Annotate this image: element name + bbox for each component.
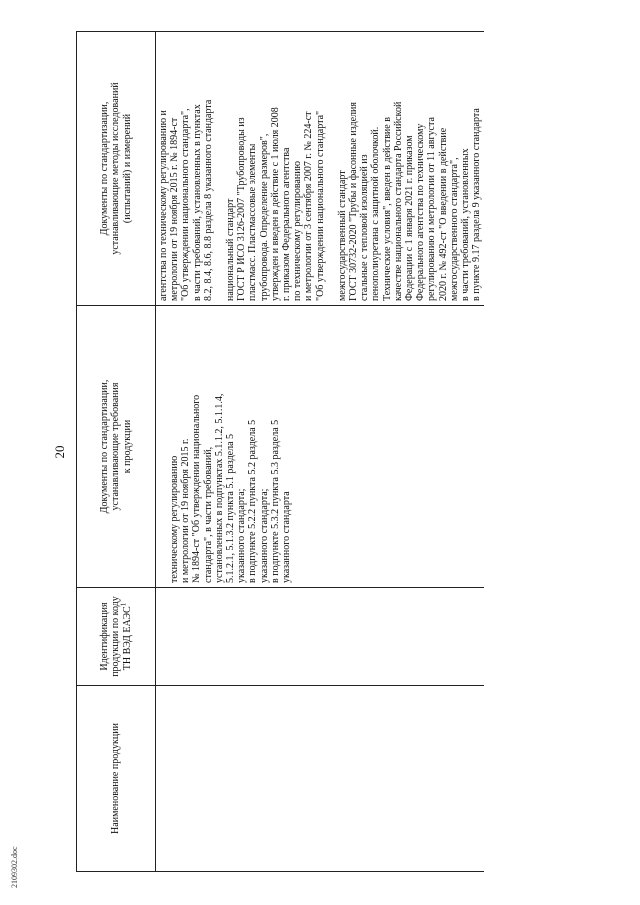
header-product-name: Наименование продукции [77, 686, 156, 872]
text-line: по техническому регулированию [292, 160, 304, 301]
text-line: № 1894-ст "Об утверждении национального [191, 394, 203, 583]
text-line: 5.1.2.1, 5.1.3.2 пункта 5.1 раздела 5 [225, 433, 237, 583]
method-block-1 [158, 36, 214, 301]
text-line: агентства по техническому регулированию и [158, 110, 169, 301]
text-line: Технические условия", введен в действие в [381, 117, 393, 301]
text-line: указанного стандарта; [236, 488, 248, 583]
page-number: 20 [52, 445, 67, 459]
text-line: техническому регулированию [169, 455, 180, 583]
text-line: пенополиуретана с защитной оболочкой. [370, 126, 382, 301]
method-block-2 [225, 36, 326, 301]
document-id: 2109302.doc [10, 846, 19, 888]
text-line: 8.2, 8.4, 8.6, 8.8 раздела 8 указанного стандарта [202, 99, 214, 301]
text-line: Федерации с 1 января 2021 г. приказом [404, 135, 416, 301]
footnote-mark: 1 [119, 602, 128, 607]
text-line: указанного стандарта [281, 491, 293, 583]
text-line: ГОСТ 30732-2020 "Трубы и фасонные изделия [348, 102, 360, 301]
regulation-table [76, 31, 484, 872]
table-row [156, 32, 485, 872]
text-line: и метрологии от 19 ноября 2015 г. [180, 438, 192, 583]
header-method-standards: Документы по стандартизации, устанавливающие методы исследований (испытаний) и измерений [77, 32, 156, 306]
text-line: Федерального агентства по техническому [415, 123, 427, 301]
text-line: ГОСТ Р ИСО 3126-2007 "Трубопроводы из [236, 117, 248, 301]
text-line: в пункте 9.17 раздела 9 указанного стандарта [471, 108, 483, 301]
header-tn-ved-code: Идентификация продукции по коду ТН ВЭД ЕАЭС$^1$ [77, 588, 156, 686]
text-line: в подпункте 5.3.2 пункта 5.3 раздела 5 [269, 419, 281, 583]
text-line: стандарта", в части требований, [202, 446, 214, 583]
text-line: в части требований, установленных в пунктах [191, 104, 203, 301]
text-line: "Об утверждении национального стандарта" [314, 110, 326, 301]
text-line: трубопровода. Определение размеров", [258, 133, 270, 301]
text-line: 2020 г. № 492-ст "О введении в действие [437, 127, 449, 301]
text-line: межгосударственного стандарта", [448, 157, 460, 301]
text-line: метрологии от 19 ноября 2015 г. № 1894-ст [169, 117, 181, 301]
requirement-text [169, 310, 292, 583]
text-line: указанного стандарта; [258, 488, 270, 583]
table-header-row [77, 32, 156, 872]
text-line: стальные с тепловой изоляцией из [359, 154, 371, 301]
text-line: качестве национального стандарта Российской [392, 101, 404, 301]
header-requirement-standards: Документы по стандартизации, устанавливающие требования к продукции [77, 306, 156, 588]
cell-product-name [156, 686, 485, 872]
text-line: утвержден и введен в действие с 1 июля 2008 [269, 107, 281, 301]
cell-tn-ved-code [156, 588, 485, 686]
text-line: регулированию и метрологии от 11 августа [426, 117, 438, 301]
text-line: г. приказом Федерального агентства [281, 147, 293, 301]
text-line: межгосударственный стандарт [336, 170, 348, 301]
text-line: пластмасс. Пластмассовые элементы [247, 143, 259, 301]
text-line: национальный стандарт [225, 198, 237, 301]
text-line: в части требований, установленных [460, 148, 472, 301]
text-line: в подпункте 5.2.2 пункта 5.2 раздела 5 [247, 419, 259, 583]
text-line: "Об утверждении национального стандарта", [180, 108, 192, 301]
cell-method-standards [156, 32, 485, 306]
method-block-3 [337, 36, 483, 301]
rotated-content [48, 32, 608, 872]
cell-requirement-standards [156, 306, 485, 588]
text-line: установленных в подпунктах 5.1.1.2, 5.1.1.4, [213, 393, 225, 583]
text-line: и метрологии от 3 сентября 2007 г. № 224-ст [303, 111, 315, 301]
